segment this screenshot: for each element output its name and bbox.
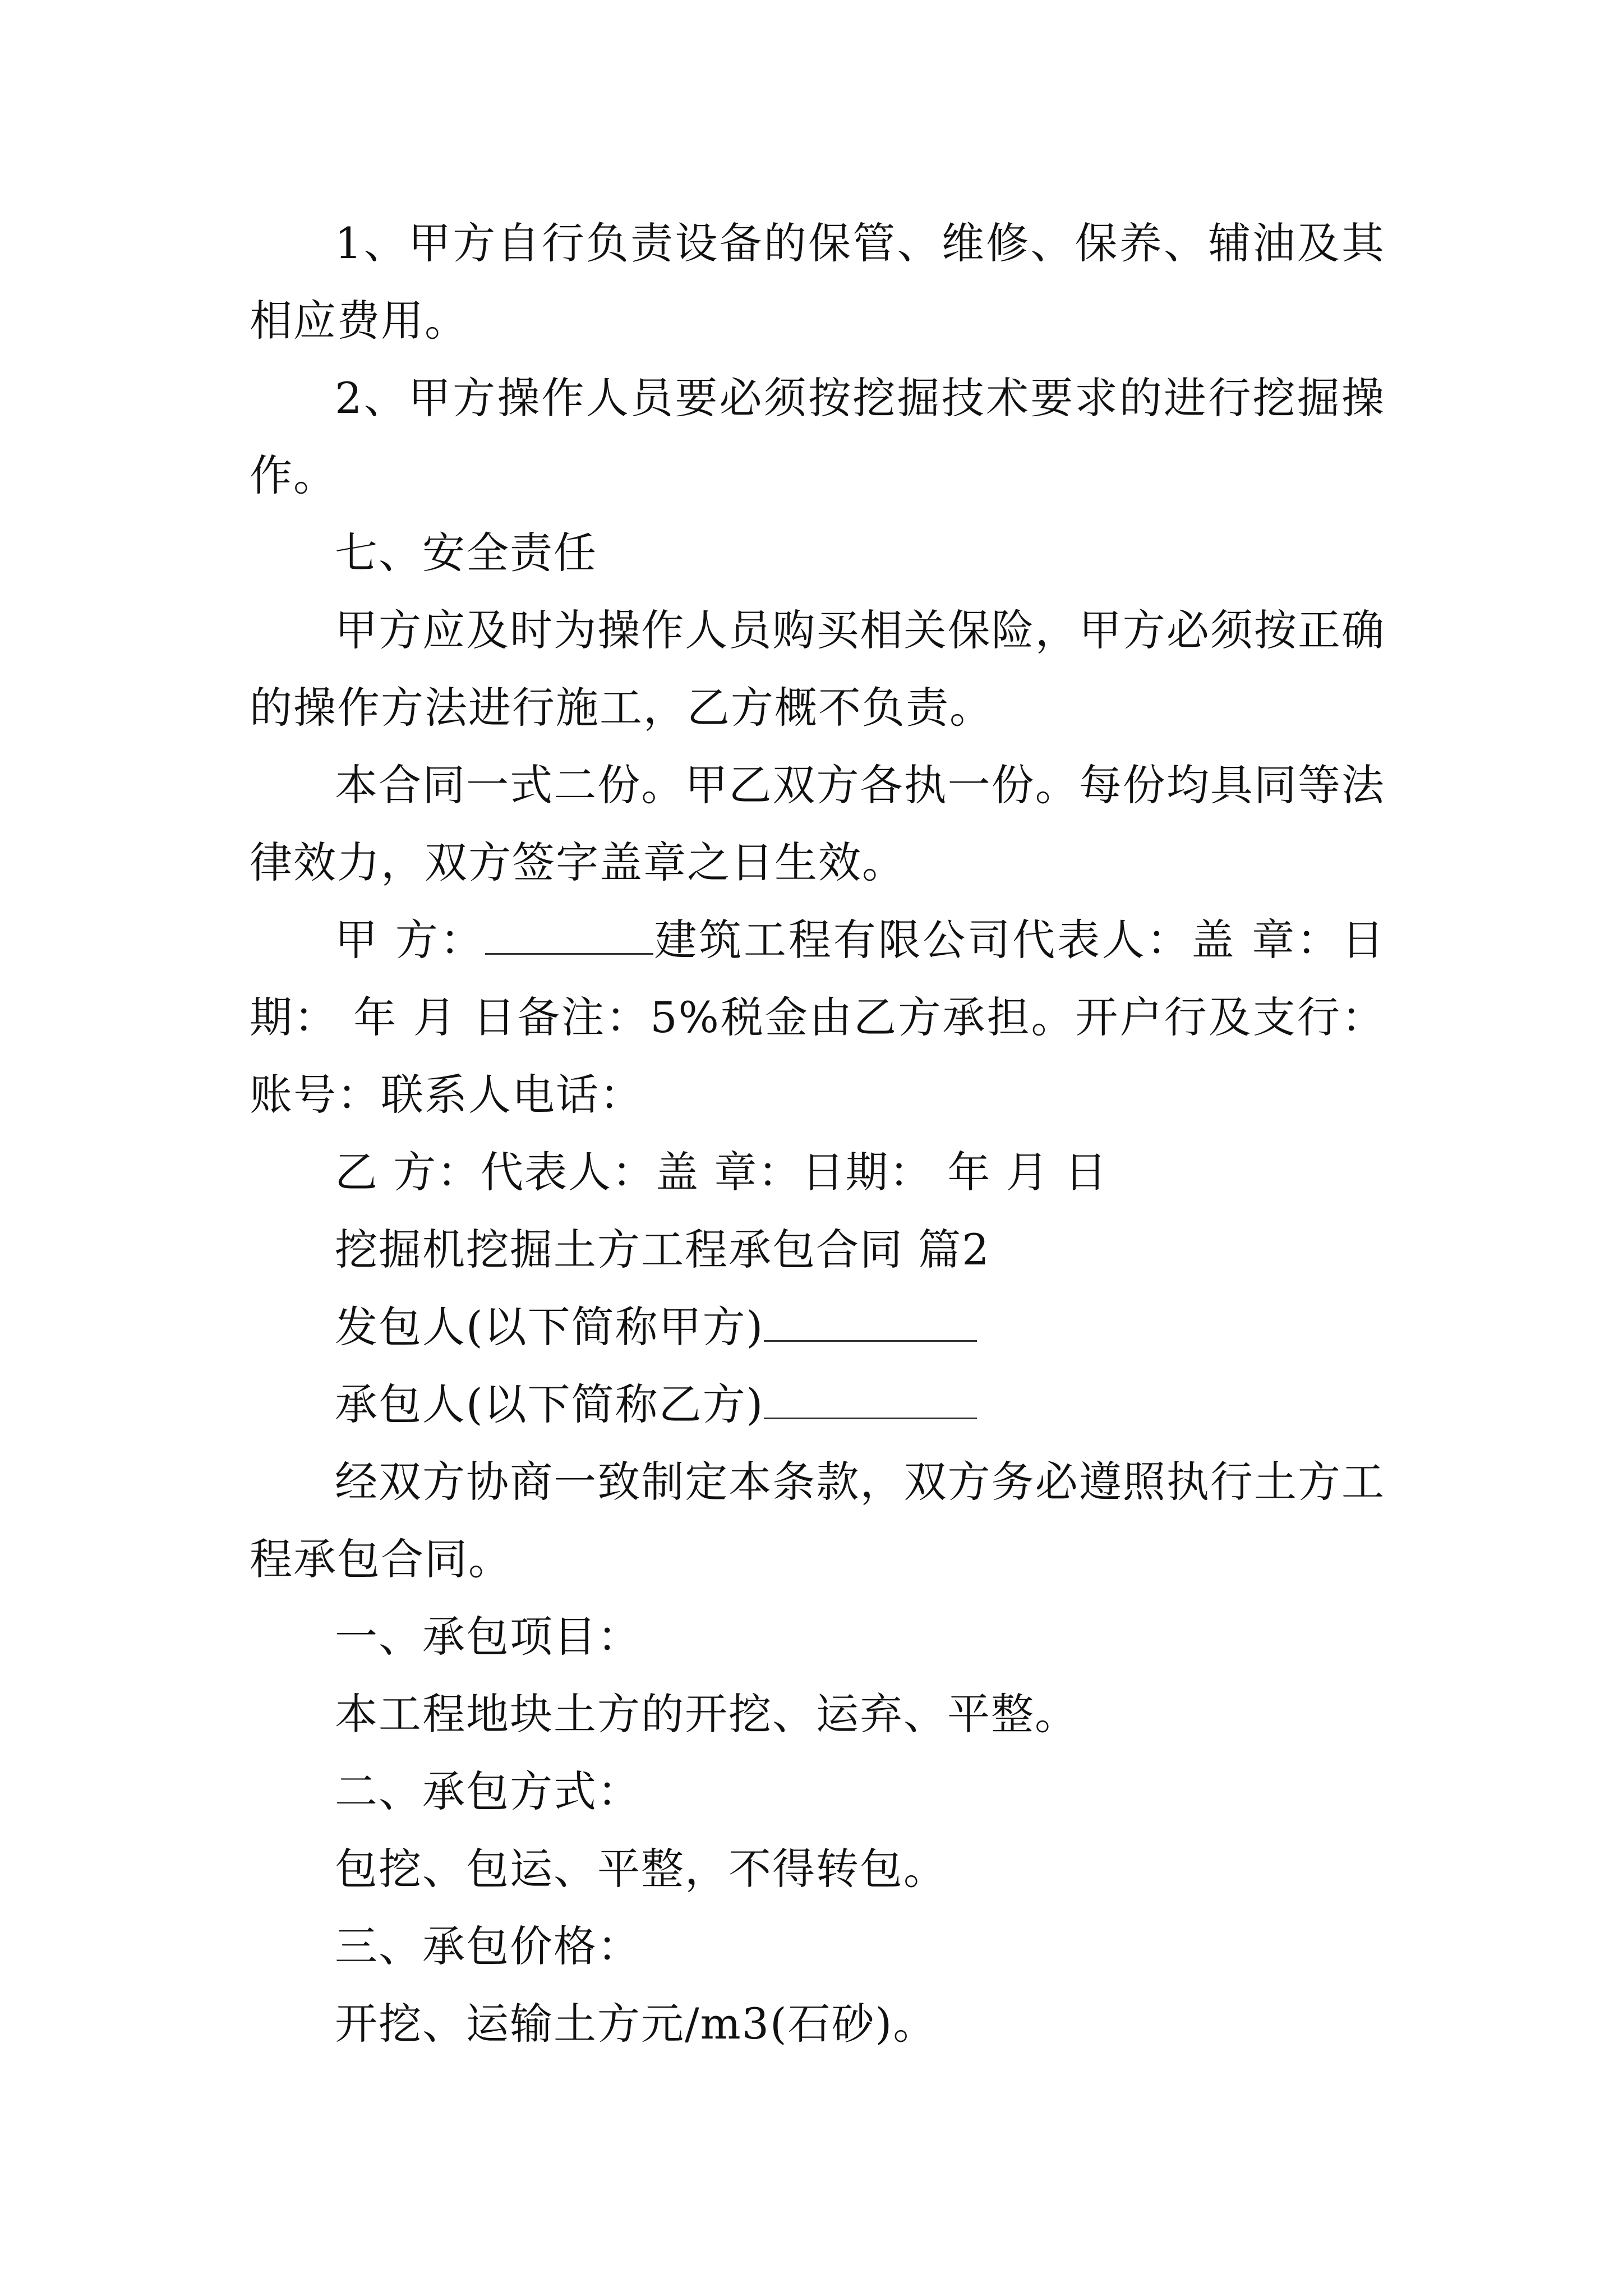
party-a-name-blank [485,919,653,955]
section-heading-price: 三、承包价格： [335,1921,641,1971]
document-body [250,205,1385,2063]
signature-party-b: 乙 方：代表人：盖 章：日期： 年 月 日 [335,1147,1108,1197]
clause-operation-requirements: 2、甲方操作人员要必须按挖掘技术要求的进行挖掘操作。 [250,373,1385,500]
employer-line [250,1289,1385,1366]
contractor-label: 承包人(以下简称乙方) [335,1379,764,1429]
clause-safety-insurance: 甲方应及时为操作人员购买相关保险，甲方必须按正确的操作方法进行施工，乙方概不负责。 [250,605,1385,733]
employer-name-blank [764,1306,977,1342]
clause-contract-method: 包挖、包运、平整，不得转包。 [335,1844,947,1894]
employer-label: 发包人(以下简称甲方) [335,1302,764,1352]
signature-party-a [250,901,1385,1134]
section-heading-safety: 七、安全责任 [335,528,597,578]
clause-equipment-maintenance: 1、甲方自行负责设备的保管、维修、保养、辅油及其相应费用。 [250,218,1385,346]
contractor-name-blank [764,1384,977,1419]
clause-project-scope: 本工程地块土方的开挖、运弃、平整。 [335,1689,1078,1739]
clause-copies-validity: 本合同一式二份。甲乙双方各执一份。每份均具同等法律效力，双方签字盖章之日生效。 [250,760,1385,887]
contractor-line [250,1366,1385,1443]
party-a-details: 建筑工程有限公司代表人：盖 章：日期： 年 月 日备注：5%税金由乙方承担。开户行及支行：账号：联系人电话： [250,915,1385,1120]
contract-title-part-2: 挖掘机挖掘土方工程承包合同 篇2 [335,1225,990,1274]
section-heading-method: 二、承包方式： [335,1766,641,1816]
clause-price: 开挖、运输土方元/m3(石砂)。 [335,1999,937,2049]
party-a-label: 甲 方： [335,915,485,965]
clause-agreement-intro: 经双方协商一致制定本条款，双方务必遵照执行土方工程承包合同。 [250,1457,1385,1584]
section-heading-project: 一、承包项目： [335,1612,641,1662]
